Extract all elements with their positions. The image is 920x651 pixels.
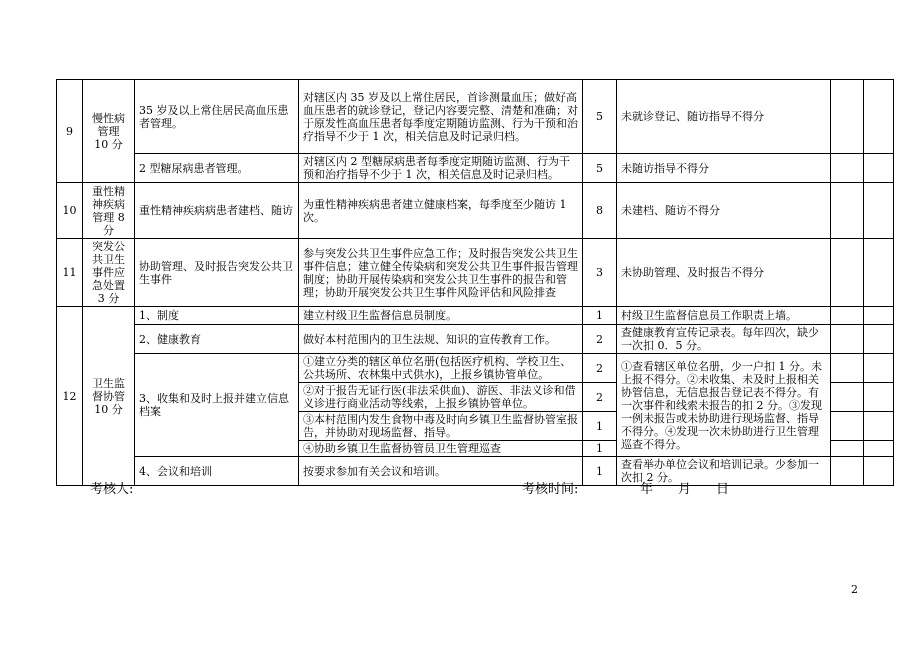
rule-cell: 未就诊登记、随访指导不得分 xyxy=(617,80,831,154)
score-cell: 8 xyxy=(583,183,617,239)
score-cell: 5 xyxy=(583,154,617,183)
rule-cell: 村级卫生监督信息员工作职责上墙。 xyxy=(617,307,831,325)
content-cell: ②对于报告无证行医(非法采供血)、游医、非法义诊和借义诊进行商业活动等线索，上报乡镇协管单位。 xyxy=(299,383,583,412)
row-number: 9 xyxy=(57,80,83,183)
content-cell: 对辖区内 2 型糖尿病患者每季度定期随访监测、行为干预和治疗指导不少于 1 次，相关信息及时记录归档。 xyxy=(299,154,583,183)
table-row xyxy=(57,457,894,486)
score-cell: 2 xyxy=(583,325,617,354)
year-label: 年 xyxy=(640,482,654,497)
rule-cell: 未建档、随访不得分 xyxy=(617,183,831,239)
row-number: 11 xyxy=(57,239,83,307)
item-cell: 2 型糖尿病患者管理。 xyxy=(135,154,299,183)
row-number: 12 xyxy=(57,307,83,486)
content-cell: 建立村级卫生监督信息员制度。 xyxy=(299,307,583,325)
table-row xyxy=(57,325,894,354)
blank-cell xyxy=(831,383,864,412)
item-cell: 4、会议和培训 xyxy=(135,457,299,486)
day-label: 日 xyxy=(716,482,730,497)
category-cell: 突发公共卫生事件应急处置 3 分 xyxy=(83,239,135,307)
rule-cell: 未协助管理、及时报告不得分 xyxy=(617,239,831,307)
category-cell: 卫生监督协管 10 分 xyxy=(83,307,135,486)
score-cell: 1 xyxy=(583,457,617,486)
rule-cell: ①查看辖区单位名册，少一户扣 1 分。未上报不得分。②未收集、未及时上报相关协管信息，无信息报告登记表不得分。有一次事件和线索未报告的扣 2 分。③发现一例未报告或未协助进行现场监督、指导不得分。④发现一次未协助进行卫生管理巡查不得分。 xyxy=(617,354,831,457)
blank-cell xyxy=(864,354,894,383)
content-cell: ④协助乡镇卫生监督协管员卫生管理巡查 xyxy=(299,441,583,457)
content-cell: 按要求参加有关会议和培训。 xyxy=(299,457,583,486)
score-cell: 2 xyxy=(583,354,617,383)
month-label: 月 xyxy=(678,482,692,497)
rule-cell: 未随访指导不得分 xyxy=(617,154,831,183)
score-cell: 1 xyxy=(583,441,617,457)
category-cell: 慢性病管理 10 分 xyxy=(83,80,135,183)
blank-cell xyxy=(864,80,894,154)
blank-cell xyxy=(864,457,894,486)
score-cell: 3 xyxy=(583,239,617,307)
content-cell: 做好本村范围内的卫生法规、知识的宣传教育工作。 xyxy=(299,325,583,354)
blank-cell xyxy=(864,307,894,325)
blank-cell xyxy=(831,325,864,354)
blank-cell xyxy=(831,239,864,307)
assessment-table xyxy=(56,79,894,486)
content-cell: ①建立分类的辖区单位名册(包括医疗机构、学校卫生、公共场所、农林集中式供水)，上报乡镇协管单位。 xyxy=(299,354,583,383)
item-cell: 1、制度 xyxy=(135,307,299,325)
blank-cell xyxy=(864,154,894,183)
blank-cell xyxy=(831,183,864,239)
table-row xyxy=(57,354,894,383)
row-number: 10 xyxy=(57,183,83,239)
score-cell: 1 xyxy=(583,412,617,441)
table-row xyxy=(57,183,894,239)
item-cell: 重性精神疾病病患者建档、随访 xyxy=(135,183,299,239)
item-cell: 3、收集和及时上报并建立信息档案 xyxy=(135,354,299,457)
blank-cell xyxy=(864,441,894,457)
blank-cell xyxy=(831,307,864,325)
item-cell: 35 岁及以上常住居民高血压患者管理。 xyxy=(135,80,299,154)
exam-time-label: 考核时间: xyxy=(522,482,579,497)
blank-cell xyxy=(831,354,864,383)
blank-cell xyxy=(831,412,864,441)
table-row xyxy=(57,80,894,154)
blank-cell xyxy=(864,183,894,239)
table-row xyxy=(57,154,894,183)
content-cell: 对辖区内 35 岁及以上常住居民，首诊测量血压；做好高血压患者的就诊登记，登记内容要完整、清楚和准确；对于原发性高血压患者每季度定期随访监测、行为干预和治疗指导不少于 1 次，相关信息及时记录归档。 xyxy=(299,80,583,154)
blank-cell xyxy=(864,412,894,441)
blank-cell xyxy=(831,457,864,486)
table-row xyxy=(57,239,894,307)
score-cell: 2 xyxy=(583,383,617,412)
blank-cell xyxy=(831,80,864,154)
blank-cell xyxy=(864,325,894,354)
blank-cell xyxy=(864,383,894,412)
blank-cell xyxy=(831,154,864,183)
item-cell: 协助管理、及时报告突发公共卫生事件 xyxy=(135,239,299,307)
page-number: 2 xyxy=(851,583,858,596)
blank-cell xyxy=(864,239,894,307)
category-cell: 重性精神疾病管理 8 分 xyxy=(83,183,135,239)
table-row xyxy=(57,307,894,325)
content-cell: 为重性精神疾病患者建立健康档案，每季度至少随访 1 次。 xyxy=(299,183,583,239)
examiner-label: 考核人: xyxy=(90,482,134,497)
score-cell: 1 xyxy=(583,307,617,325)
item-cell: 2、健康教育 xyxy=(135,325,299,354)
rule-cell: 查健康教育宣传记录表。每年四次，缺少一次扣 0．5 分。 xyxy=(617,325,831,354)
rule-cell: 查看举办单位会议和培训记录。少参加一次扣 2 分。 xyxy=(617,457,831,486)
score-cell: 5 xyxy=(583,80,617,154)
blank-cell xyxy=(831,441,864,457)
content-cell: 参与突发公共卫生事件应急工作；及时报告突发公共卫生事件信息；建立健全传染病和突发公共卫生事件报告管理制度；协助开展传染病和突发公共卫生事件的报告和管理；协助开展突发公共卫生事件风险评估和风险排查 xyxy=(299,239,583,307)
content-cell: ③本村范围内发生食物中毒及时向乡镇卫生监督协管室报告，并协助对现场监督、指导。 xyxy=(299,412,583,441)
